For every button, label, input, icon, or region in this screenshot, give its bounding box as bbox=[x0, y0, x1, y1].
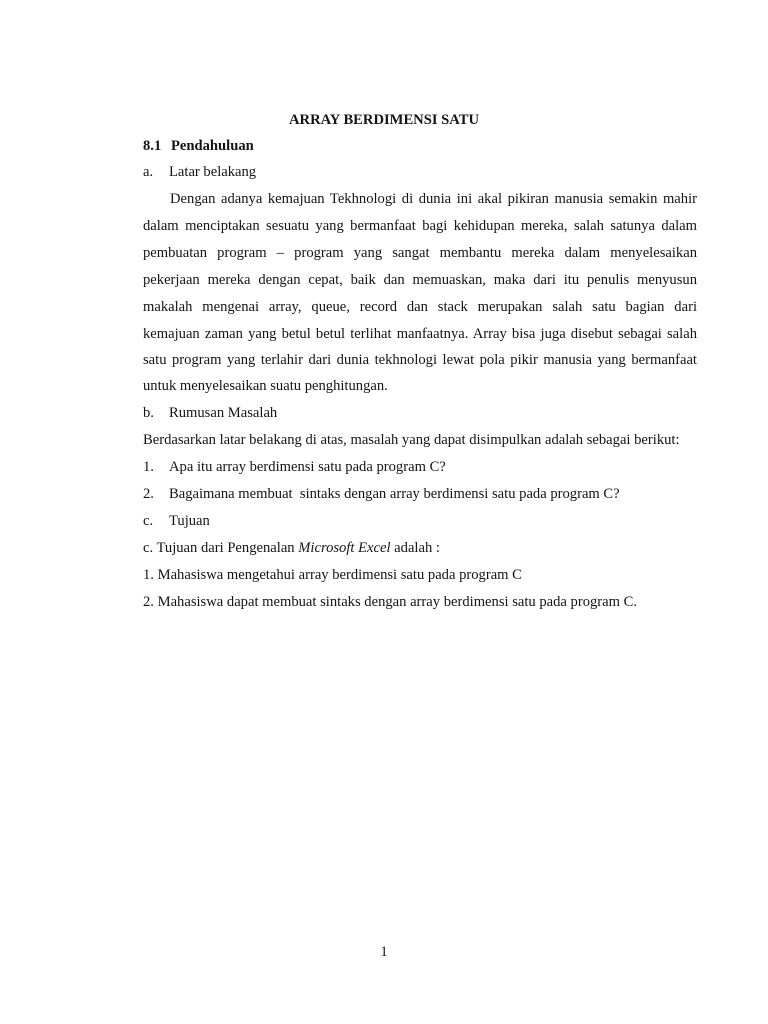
objective-item: 2. Mahasiswa dapat membuat sintaks dengan array berdimensi satu pada program C. bbox=[143, 594, 638, 610]
problem-item bbox=[143, 485, 697, 503]
problem-item bbox=[143, 458, 697, 476]
paragraph-line: makalah mengenai array, queue, record dan stack merupakan salah satu bagian dari bbox=[143, 299, 697, 315]
problem-item-marker: 1. bbox=[143, 459, 154, 475]
objective-intro-prefix: c. Tujuan dari Pengenalan bbox=[143, 540, 299, 556]
objective-item: 1. Mahasiswa mengetahui array berdimensi satu pada program C bbox=[143, 567, 522, 583]
problem-item-text: Bagaimana membuat sintaks dengan array berdimensi satu pada program C? bbox=[169, 486, 620, 502]
paragraph-line: dalam menciptakan sesuatu yang bermanfaat bagi kehidupan mereka, salah satunya dalam bbox=[143, 218, 697, 234]
problem-item-text: Apa itu array berdimensi satu pada program C? bbox=[169, 459, 446, 475]
objective-title: Tujuan bbox=[169, 513, 210, 529]
paragraph-line: pembuatan program – program yang sangat membantu mereka dalam menyelesaikan bbox=[143, 245, 697, 261]
section-heading bbox=[143, 137, 697, 155]
paragraph-line: satu program yang terlahir dari dunia tekhnologi lewat pola pikir manusia yang bermanfaat bbox=[143, 352, 697, 368]
objective-marker: c. bbox=[143, 513, 154, 529]
paragraph-line: kemajuan zaman yang betul betul terlihat manfaatnya. Array bisa juga disebut sebagai salah bbox=[143, 326, 697, 342]
problem-marker: b. bbox=[143, 405, 154, 421]
section-number: 8.1 bbox=[143, 138, 162, 154]
problem-heading bbox=[143, 404, 697, 422]
page-number: 1 bbox=[380, 944, 388, 960]
document-title: ARRAY BERDIMENSI SATU bbox=[288, 112, 480, 128]
background-title: Latar belakang bbox=[169, 164, 257, 180]
paragraph-line: pekerjaan mereka dengan cepat, baik dan memuaskan, maka dari itu penulis menyusun bbox=[143, 272, 697, 288]
paragraph-line: Dengan adanya kemajuan Tekhnologi di dunia ini akal pikiran manusia semakin mahir bbox=[170, 191, 697, 207]
problem-item-marker: 2. bbox=[143, 486, 154, 502]
paragraph-line: untuk menyelesaikan suatu penghitungan. bbox=[143, 378, 388, 394]
objective-intro-suffix: adalah : bbox=[390, 540, 440, 556]
objective-intro bbox=[143, 539, 697, 557]
objective-intro-italic: Microsoft Excel bbox=[298, 540, 391, 556]
background-heading bbox=[143, 163, 697, 181]
problem-title: Rumusan Masalah bbox=[169, 405, 278, 421]
problem-intro: Berdasarkan latar belakang di atas, masalah yang dapat disimpulkan adalah sebagai berikut: bbox=[143, 432, 680, 448]
objective-heading bbox=[143, 512, 697, 530]
background-marker: a. bbox=[143, 164, 154, 180]
section-title: Pendahuluan bbox=[171, 138, 254, 154]
